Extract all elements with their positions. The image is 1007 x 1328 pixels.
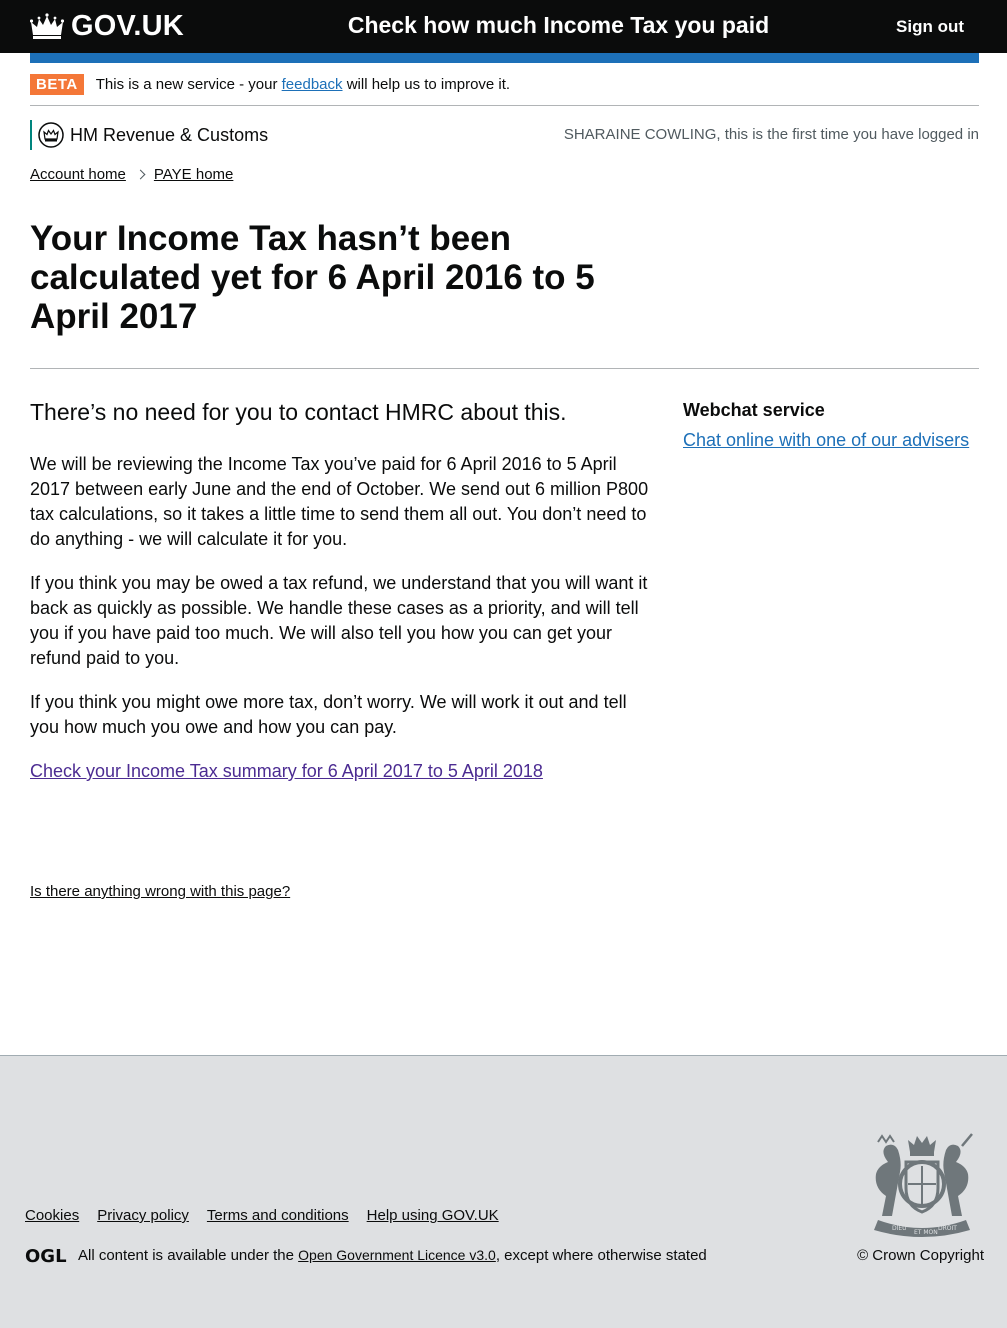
beta-divider [30, 105, 979, 106]
hmrc-name: HM Revenue & Customs [70, 124, 269, 145]
licence-text-after: , except where otherwise stated [495, 1246, 707, 1264]
licence-statement [25, 1246, 707, 1264]
logo-text: GOV.UK [71, 9, 184, 42]
ogl-logo-text: OGL [25, 1246, 67, 1264]
sign-out-link[interactable]: Sign out [896, 17, 964, 36]
open-government-licence-link[interactable]: Open Government Licence v3.0 [298, 1247, 496, 1263]
licence-text-before: All content is available under the [78, 1246, 294, 1264]
breadcrumb-account-home[interactable]: Account home [30, 166, 126, 183]
beta-banner [30, 73, 510, 95]
footer-links [25, 1207, 517, 1224]
hmrc-logo [30, 120, 268, 150]
body-paragraph-refund: If you think you may be owed a tax refund, we understand that you will want it back as quickly as possible. We handle these cases as a priority, and will tell you if you have paid too much. We will also tell you how you can get your refund paid to you. [30, 573, 648, 668]
beta-text-after: will help us to improve it. [346, 75, 511, 93]
service-name[interactable]: Check how much Income Tax you paid [347, 12, 770, 38]
crown-copyright[interactable]: © Crown Copyright [857, 1247, 984, 1264]
page-title: Your Income Tax hasn’t been calculated yet for 6 April 2016 to 5 April 2017 [30, 219, 595, 336]
govuk-header [0, 0, 1007, 53]
ogl-logo-icon [25, 1246, 68, 1264]
breadcrumb [30, 166, 233, 183]
footer-link-help[interactable]: Help using GOV.UK [366, 1207, 499, 1224]
webchat-title: Webchat service [683, 400, 825, 420]
breadcrumb-paye-home[interactable]: PAYE home [153, 166, 234, 183]
income-tax-summary-link[interactable]: Check your Income Tax summary for 6 April 2017 to 5 April 2018 [30, 761, 543, 781]
body-paragraph-review: We will be reviewing the Income Tax you’ve paid for 6 April 2016 to 5 April 2017 between early June and the end of October. We send out 6 million P800 tax calculations, so it takes a little time to send them all out. You don’t need to do anything - we will calculate it for you. [30, 454, 649, 549]
footer [0, 1055, 1007, 1328]
crest-motto-3: DROIT [938, 1225, 957, 1232]
chevron-right-icon [135, 170, 145, 180]
webchat-link[interactable]: Chat online with one of our advisers [683, 430, 970, 450]
report-problem-link[interactable]: Is there anything wrong with this page? [30, 883, 291, 900]
beta-tag: BETA [30, 74, 84, 95]
body-paragraph-owe: If you think you might owe more tax, don’t worry. We will work it out and tell you how much you owe and how you can pay. [30, 692, 627, 737]
crest-motto-1: DIEU [892, 1225, 907, 1232]
feedback-link[interactable]: feedback [281, 75, 343, 93]
header-blue-bar [30, 53, 979, 63]
title-divider [30, 368, 979, 369]
footer-link-terms[interactable]: Terms and conditions [206, 1207, 349, 1224]
last-logged-in: SHARAINE COWLING, this is the first time you have logged in [563, 126, 979, 143]
beta-text-before: This is a new service - your [95, 75, 278, 93]
footer-link-privacy[interactable]: Privacy policy [97, 1207, 189, 1224]
lead-paragraph: There’s no need for you to contact HMRC about this. [30, 399, 567, 425]
footer-link-cookies[interactable]: Cookies [25, 1207, 80, 1224]
royal-coat-of-arms-icon [858, 1132, 986, 1238]
royal-arms-icon [38, 122, 64, 148]
crest-motto-2: ET MON [914, 1229, 938, 1236]
